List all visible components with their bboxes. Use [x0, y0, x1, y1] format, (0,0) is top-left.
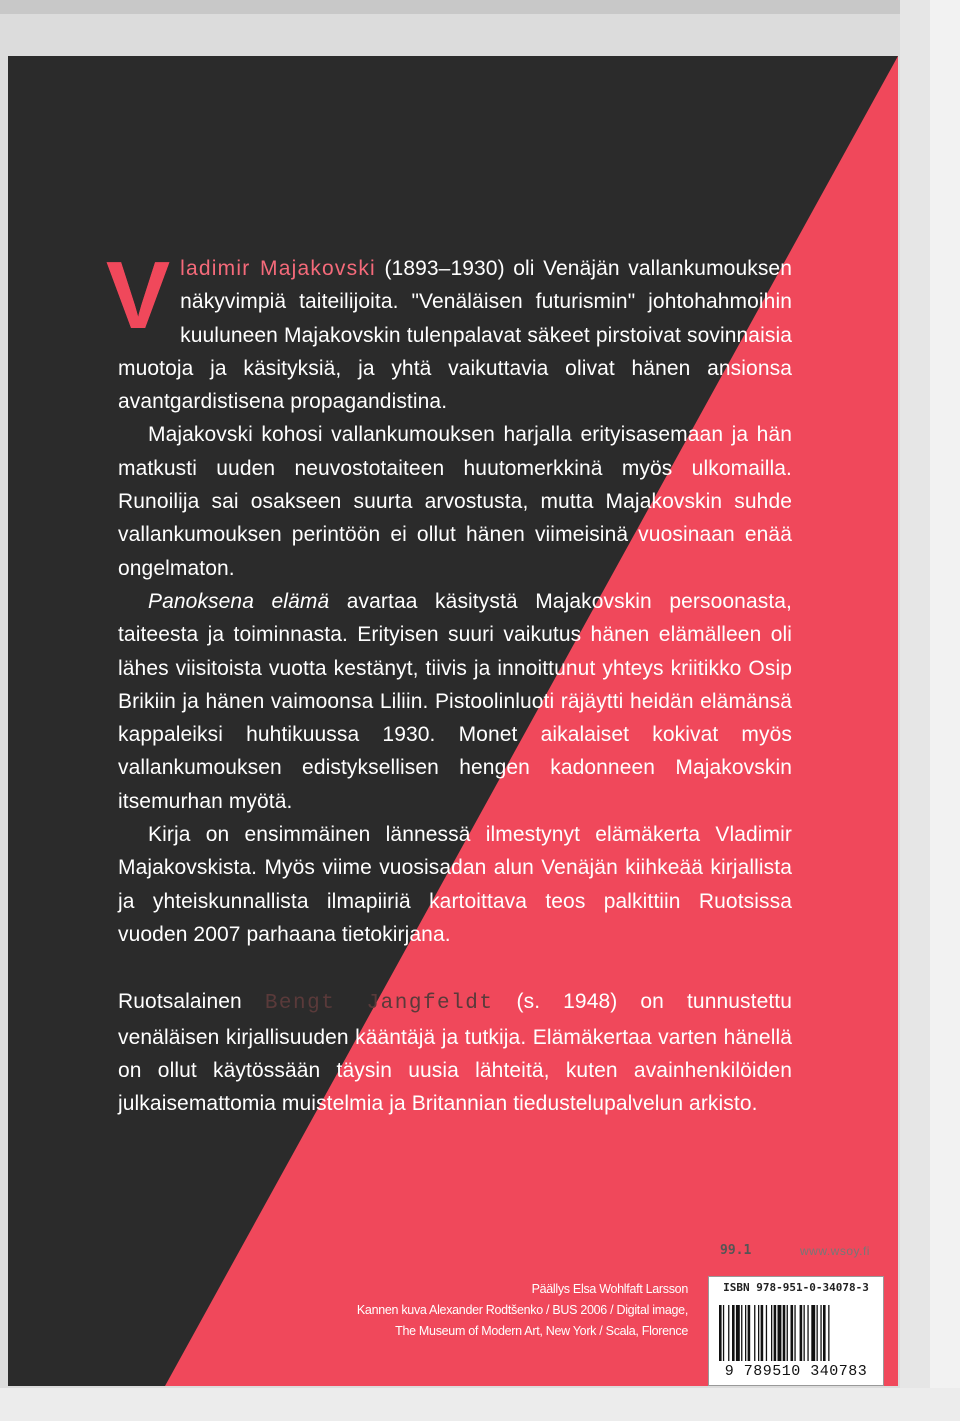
isbn-label: ISBN 978-951-0-34078-3 — [723, 1281, 869, 1294]
barcode-bar — [754, 1305, 755, 1361]
barcode-bar — [804, 1305, 805, 1361]
barcode-bar — [741, 1305, 742, 1361]
barcode-bar — [817, 1305, 818, 1361]
author-name: Bengt Jangfeldt — [264, 992, 494, 1016]
barcode-number: 9 789510 340783 — [724, 1363, 868, 1380]
barcode-bar — [787, 1305, 788, 1361]
isbn-barcode-box — [708, 1276, 884, 1386]
credit-cover-design: Päällys Elsa Wohlfaft Larsson — [531, 1282, 688, 1296]
blurb-paragraph-1: Vladimir Majakovski (1893–1930) oli Venäjän vallankumouksen näkyvimpiä taiteilijoita. "Venäläisen futurismin" johtohahmoihin kuuluneen Majakovskin tulenpalavat säkeet pirstoivat sovinnaisia muotoja ja käsityksiä, ja yhtä vaikuttavia olivat hänen ansionsa avantgardistisena propagandistina. — [106, 242, 792, 414]
barcode-bar — [820, 1305, 821, 1361]
barcode-bar — [828, 1305, 829, 1361]
blurb-paragraph-3: Panoksena elämä avartaa käsitystä Majakovskin persoonasta, taiteesta ja toiminnasta. Erityisen suuri vaikutus hänen elämälleen oli lähes viisitoista vuotta kestänyt, tiivis ja innoittunut yhteys kriitikko Osip Brikiin ja hänen vaimoonsa Liliin. Pistoolinluoti räjäytti heidän elämänsä kappaleiksi huhtikuussa 1930. Monet aikalaiset kokivat myös vallankumouksen edistyksellisen hengen kadonneen Majakovskin itsemurhan myötä. — [118, 589, 792, 813]
barcode-bar — [811, 1305, 815, 1361]
barcode-bar — [771, 1305, 772, 1361]
barcode-bar — [778, 1305, 782, 1361]
credit-museum: The Museum of Modern Art, New York / Scala, Florence — [395, 1324, 688, 1338]
barcode-bar — [748, 1305, 751, 1361]
barcode-bar — [758, 1305, 759, 1361]
barcode-bar — [766, 1305, 767, 1361]
barcode-bar — [732, 1305, 735, 1361]
barcode-bar — [823, 1305, 826, 1361]
credit-cover-image: Kannen kuva Alexander Rodtšenko / BUS 2006 / Digital image, — [356, 1303, 688, 1317]
barcode-bar — [736, 1305, 740, 1361]
barcode-bar — [774, 1305, 777, 1361]
barcode — [719, 1305, 873, 1361]
barcode-bar — [761, 1305, 764, 1361]
barcode-bar — [745, 1305, 746, 1361]
barcode-bar — [794, 1305, 795, 1361]
classification-code: 99.1 — [720, 1243, 752, 1258]
blurb-paragraph-4: Kirja on ensimmäinen lännessä ilmestynyt elämäkerta Vladimir Majakovskista. Myös viime vuosisadan alun Venäjän kiihkeää kirjallista ja yhteiskunnallista ilmapiiriä kartoittava teos palkittiin Ruotsissa vuoden 2007 parhaana tietokirjana. — [118, 823, 792, 946]
publisher-website: www.wsoy.fi — [800, 1244, 870, 1258]
blurb-text — [106, 242, 793, 1120]
barcode-bar — [791, 1305, 794, 1361]
author-bio: Ruotsalainen Bengt Jangfeldt (s. 1948) on tunnustettu venäläisen kirjallisuuden kääntäjä ja tutkija. Elämäkertaa varten hänellä on ollut käytössään täysin uusia lähteitä, kuten avainhenkilöiden julkaisemattomia muistelmia ja Britannian tiedustelupalvelun arkisto. — [118, 990, 793, 1116]
barcode-bar — [728, 1305, 729, 1361]
barcode-bar — [783, 1305, 786, 1361]
blurb-paragraph-2: Majakovski kohosi vallankumouksen harjalla erityisasemaan ja hän matkusti uuden neuvostotaiteen huutomerkkinä myös ulkomailla. Runoilija sai osakseen suurta arvostusta, mutta Majakovskin suhde vallankumouksen perintöön ei ollut hänen viimeisinä vuosinaan enää ongelmaton. — [118, 423, 792, 580]
cover-credits — [268, 1279, 688, 1342]
barcode-bar — [719, 1305, 722, 1361]
drop-cap-letter: V — [106, 242, 171, 349]
author-subject-name: ladimir Majakovski — [180, 257, 376, 280]
barcode-bar — [807, 1305, 808, 1361]
book-title: Panoksena elämä — [148, 589, 330, 613]
barcode-bar — [800, 1305, 803, 1361]
barcode-bar — [723, 1305, 724, 1361]
